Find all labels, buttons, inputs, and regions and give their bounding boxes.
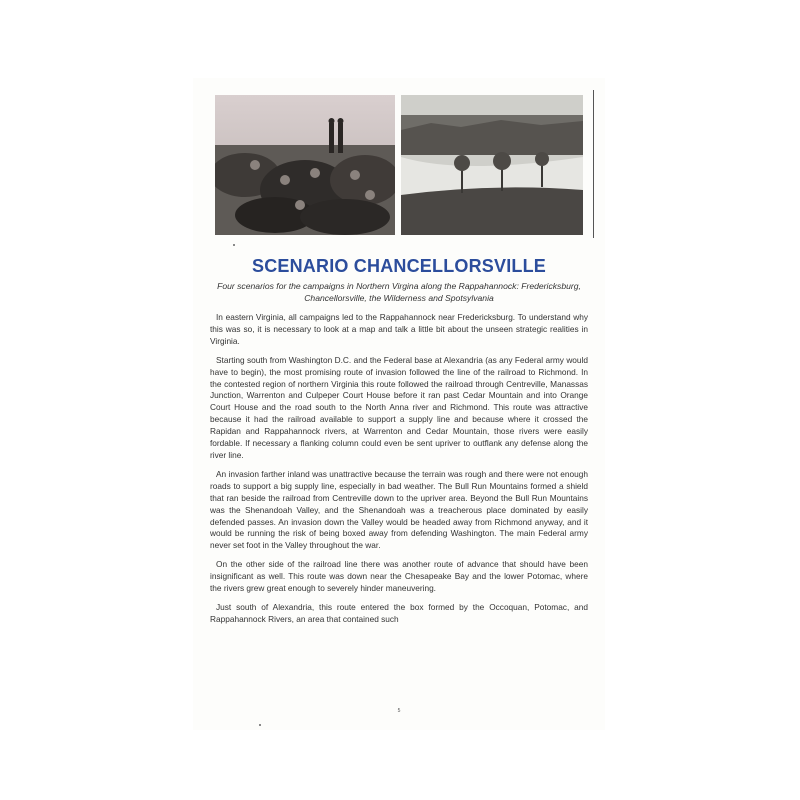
scenario-subtitle: Four scenarios for the campaigns in Northern Virgina along the Rappahannock: Fredericksburg, Chancellorsville, the Wilderness and Spotsylvania [217, 281, 581, 303]
speck [259, 724, 261, 726]
body-text [210, 312, 588, 633]
page-edge-line [593, 90, 594, 238]
document-page [193, 78, 605, 730]
scenario-title: SCENARIO CHANCELLORSVILLE [251, 256, 546, 276]
river-photo [401, 95, 583, 235]
river-photo-image [401, 95, 583, 235]
paragraph: Starting south from Washington D.C. and the Federal base at Alexandria (as any Federal army would have to begin), the most promising route of invasion followed the line of the railroad to Richmond. In the contested region of northern Virginia this route followed the railroad through Centreville, Manassas Junction, Warrenton and Culpeper Court House before it ran past Cedar Mountain and into Orange Court House and the road south to the North Anna river and Richmond. This route was attractive because it had the railroad available to support a supply line and because where it crossed the Rapidan and Rappahannock rivers, at Warrenton and Cedar Mountain, those rivers were easily fordable. If necessary a flanking column could even be sent upriver to outflank any defense along the river line. [210, 354, 588, 460]
paragraph: On the other side of the railroad line there was another route of advance that should have been insignificant as well. This route was down near the Chesapeake Bay and the lower Potomac, where the rivers grew great enough to severely hinder maneuvering. [210, 559, 588, 594]
paragraph: In eastern Virginia, all campaigns led to the Rappahannock near Fredericksburg. To understand why this was so, it is necessary to look at a map and talk a little bit about the unseen strategic realities in Virginia. [210, 312, 588, 346]
soldiers-photo-image [215, 95, 395, 235]
speck [233, 244, 235, 246]
soldiers-photo [215, 95, 395, 235]
paragraph: An invasion farther inland was unattractive because the terrain was rough and there were not enough roads to support a big supply line, especially in bad weather. The Bull Run Mountains formed a shield that ran beside the railroad from Centreville down to the upriver area. Beyond the Bull Run Mountains was the Shenandoah Valley, and the Shenandoah was a treacherous place dominated by easily defended passes. An invasion down the Valley would be headed away from Richmond anyway, and it would be running the risk of being boxed away from defending Washington. The main Federal army never set foot in the Valley throughout the war. [210, 468, 588, 551]
paragraph: Just south of Alexandria, this route entered the box formed by the Occoquan, Potomac, and Rappahannock Rivers, an area that contained such [210, 601, 588, 624]
page-number: 5 [397, 708, 401, 714]
